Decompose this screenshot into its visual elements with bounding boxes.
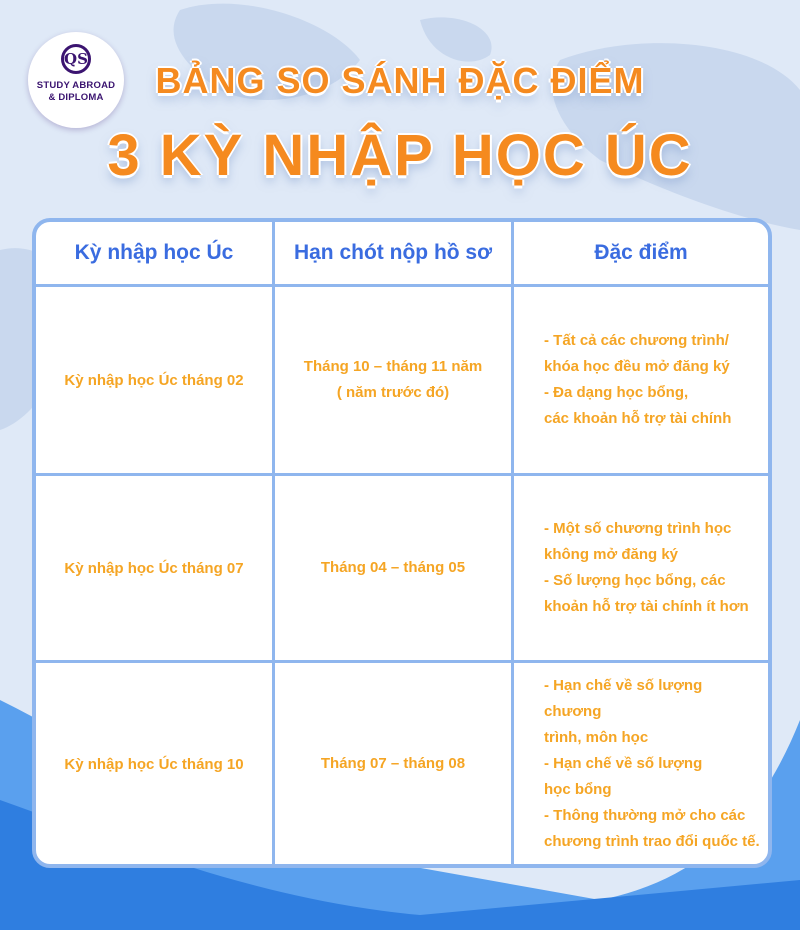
page-title-line-2: 3 KỲ NHẬP HỌC ÚC bbox=[107, 123, 693, 188]
feature-line: khoản hỗ trợ tài chính ít hơn bbox=[544, 598, 749, 615]
feature-line: không mở đăng ký bbox=[544, 546, 679, 563]
feature-line: khóa học đều mở đăng ký bbox=[544, 358, 730, 375]
header-features: Đặc điểm bbox=[513, 222, 769, 286]
cell-intake: Kỳ nhập học Úc tháng 07 bbox=[36, 475, 274, 662]
feature-line: - Hạn chế về số lượng chương bbox=[544, 677, 703, 720]
cell-features bbox=[513, 475, 769, 662]
feature-line: học bổng bbox=[544, 781, 612, 798]
feature-line: các khoản hỗ trợ tài chính bbox=[544, 410, 732, 427]
map-island bbox=[420, 17, 492, 61]
brand-line-1: STUDY ABROAD bbox=[36, 80, 116, 91]
cell-deadline bbox=[274, 662, 513, 866]
deadline-line: Tháng 04 – tháng 05 bbox=[320, 559, 466, 576]
deadline-line: Tháng 10 – tháng 11 năm bbox=[303, 358, 483, 375]
table-row bbox=[36, 286, 768, 475]
deadline-line: ( năm trước đó) bbox=[336, 384, 450, 401]
table-row bbox=[36, 475, 768, 662]
feature-line: trình, môn học bbox=[544, 729, 649, 746]
deadline-line: Tháng 07 – tháng 08 bbox=[320, 755, 466, 772]
cell-deadline bbox=[274, 475, 513, 662]
feature-line: - Đa dạng học bổng, bbox=[544, 384, 689, 401]
table-row bbox=[36, 662, 768, 866]
cell-intake: Kỳ nhập học Úc tháng 10 bbox=[36, 662, 274, 866]
comparison-card bbox=[32, 218, 772, 868]
cell-intake: Kỳ nhập học Úc tháng 02 bbox=[36, 286, 274, 475]
feature-line: - Một số chương trình học bbox=[544, 520, 732, 537]
cell-deadline bbox=[274, 286, 513, 475]
cell-features bbox=[513, 662, 769, 866]
feature-line: - Thông thường mở cho các bbox=[544, 807, 746, 824]
comparison-table bbox=[36, 222, 768, 865]
brand-mark: QS bbox=[61, 44, 91, 74]
table-header-row bbox=[36, 222, 768, 286]
header-intake: Kỳ nhập học Úc bbox=[36, 222, 274, 286]
feature-line: chương trình trao đổi quốc tế. bbox=[544, 833, 760, 850]
feature-line: - Hạn chế về số lượng bbox=[544, 755, 703, 772]
feature-line: - Số lượng học bổng, các bbox=[544, 572, 726, 589]
cell-features bbox=[513, 286, 769, 475]
brand-line-2: & DIPLOMA bbox=[48, 92, 104, 103]
header-deadline: Hạn chót nộp hồ sơ bbox=[274, 222, 513, 286]
page-title-line-1: BẢNG SO SÁNH ĐẶC ĐIỂM bbox=[155, 60, 645, 101]
feature-line: - Tất cả các chương trình/ bbox=[544, 332, 729, 349]
